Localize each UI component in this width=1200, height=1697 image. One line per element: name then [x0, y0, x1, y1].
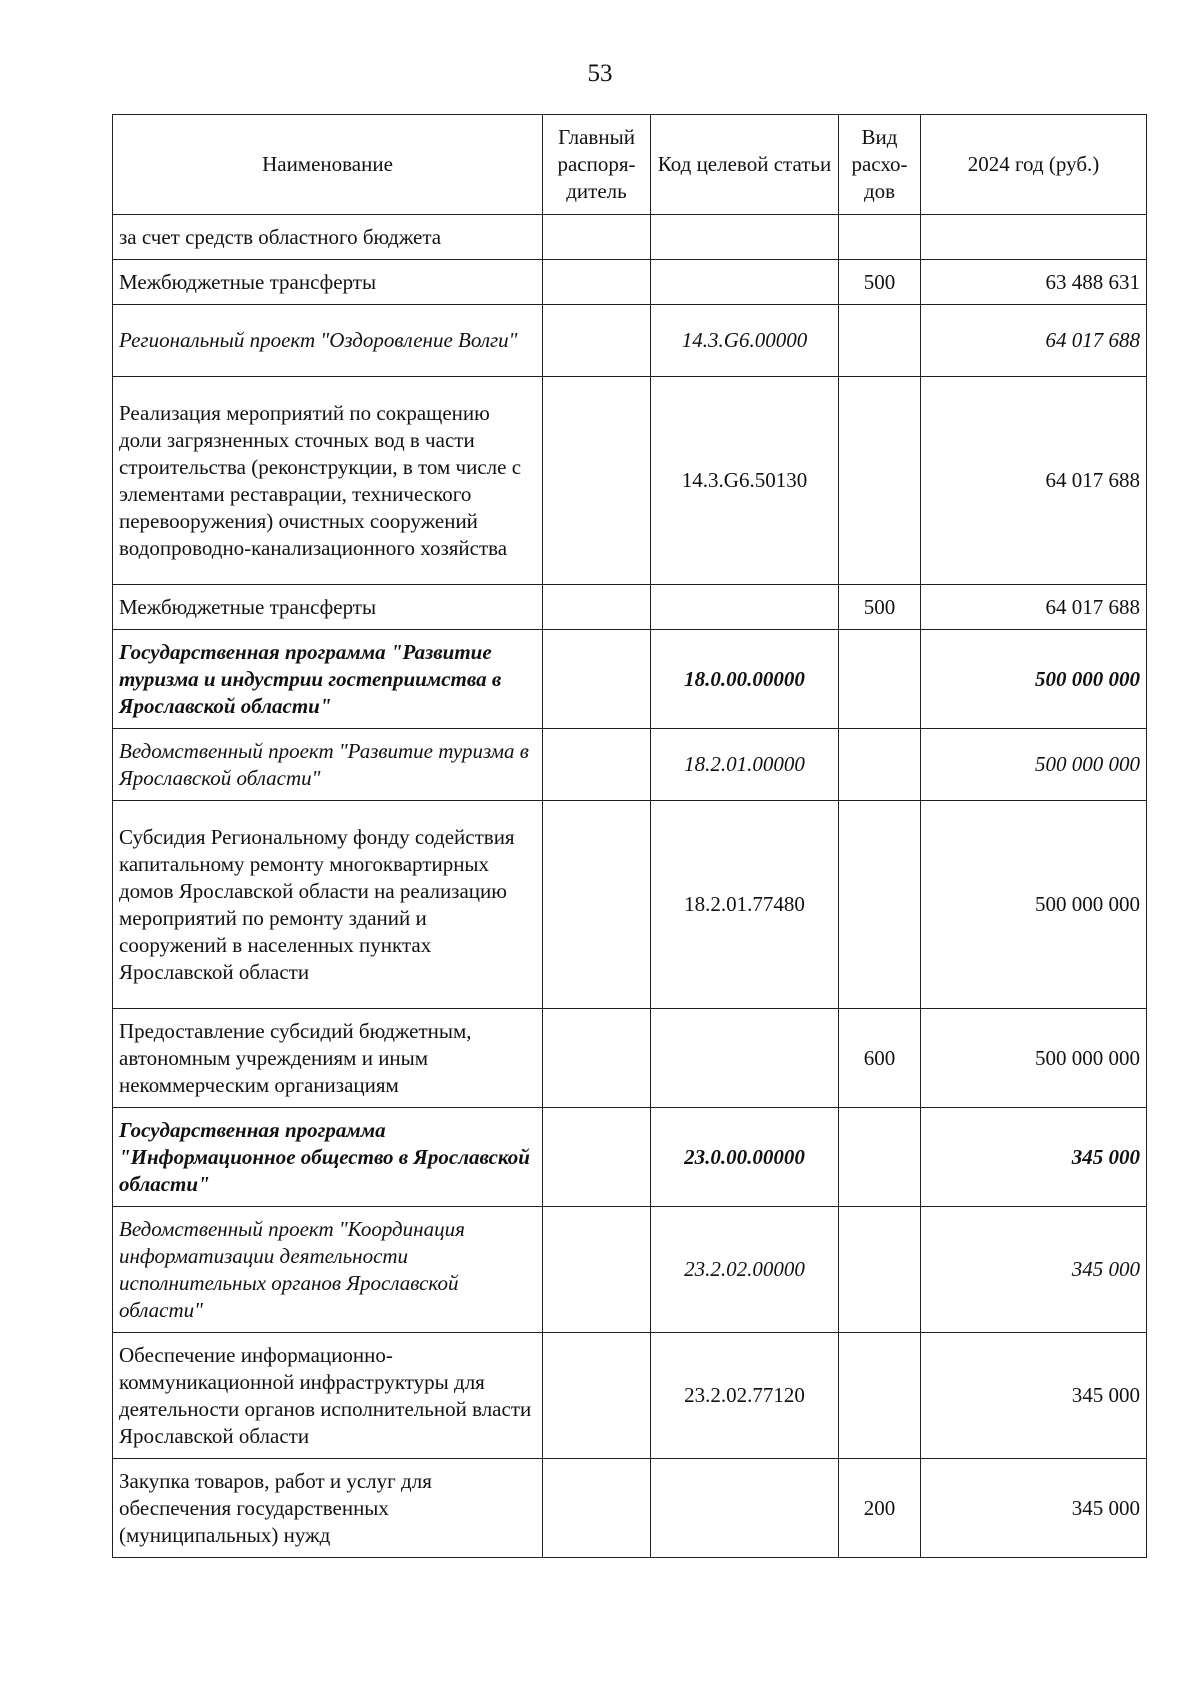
row-amount: 500 000 000	[921, 729, 1147, 801]
row-name: Межбюджетные трансферты	[113, 585, 543, 630]
row-name: Межбюджетные трансферты	[113, 260, 543, 305]
row-name: за счет средств областного бюджета	[113, 215, 543, 260]
row-admin	[543, 305, 651, 377]
table-row	[113, 260, 1147, 305]
table-row	[113, 729, 1147, 801]
row-kind	[839, 1207, 921, 1333]
table-row	[113, 1207, 1147, 1333]
row-kind: 200	[839, 1459, 921, 1558]
row-name: Субсидия Региональному фонду содействия капитальному ремонту многоквартирных домов Ярославской области на реализацию мероприятий по ремонту зданий и сооружений в населенных пунктах Ярославской области	[113, 801, 543, 1009]
row-kind	[839, 305, 921, 377]
row-kind	[839, 1108, 921, 1207]
table-row	[113, 377, 1147, 585]
header-kind: Вид расхо-дов	[839, 115, 921, 215]
row-kind	[839, 801, 921, 1009]
row-code	[651, 215, 839, 260]
row-code	[651, 1009, 839, 1108]
row-code: 18.0.00.00000	[651, 630, 839, 729]
row-admin	[543, 585, 651, 630]
row-code	[651, 585, 839, 630]
row-admin	[543, 260, 651, 305]
budget-table	[112, 114, 1147, 1558]
row-kind	[839, 1333, 921, 1459]
row-kind: 500	[839, 585, 921, 630]
row-amount: 64 017 688	[921, 377, 1147, 585]
row-kind	[839, 729, 921, 801]
row-code: 18.2.01.77480	[651, 801, 839, 1009]
row-amount: 64 017 688	[921, 305, 1147, 377]
table-row	[113, 1459, 1147, 1558]
row-code: 23.2.02.00000	[651, 1207, 839, 1333]
row-amount	[921, 215, 1147, 260]
table-row	[113, 1108, 1147, 1207]
row-admin	[543, 1459, 651, 1558]
row-admin	[543, 1009, 651, 1108]
row-code: 23.0.00.00000	[651, 1108, 839, 1207]
row-name: Региональный проект "Оздоровление Волги"	[113, 305, 543, 377]
row-code: 14.3.G6.00000	[651, 305, 839, 377]
header-amount: 2024 год (руб.)	[921, 115, 1147, 215]
row-admin	[543, 215, 651, 260]
row-admin	[543, 729, 651, 801]
row-kind	[839, 215, 921, 260]
row-admin	[543, 377, 651, 585]
row-name: Ведомственный проект "Координация информатизации деятельности исполнительных органов Ярославской области"	[113, 1207, 543, 1333]
table-row	[113, 1333, 1147, 1459]
header-name: Наименование	[113, 115, 543, 215]
row-name: Ведомственный проект "Развитие туризма в Ярославской области"	[113, 729, 543, 801]
row-name: Государственная программа "Развитие туризма и индустрии гостеприимства в Ярославской области"	[113, 630, 543, 729]
row-amount: 345 000	[921, 1207, 1147, 1333]
row-name: Реализация мероприятий по сокращению доли загрязненных сточных вод в части строительства (реконструкции, в том числе с элементами реставрации, технического перевооружения) очистных сооружений водопроводно-канализационного хозяйства	[113, 377, 543, 585]
table-row	[113, 305, 1147, 377]
row-code: 23.2.02.77120	[651, 1333, 839, 1459]
row-amount: 500 000 000	[921, 1009, 1147, 1108]
table-row	[113, 630, 1147, 729]
row-amount: 64 017 688	[921, 585, 1147, 630]
row-kind: 500	[839, 260, 921, 305]
row-amount: 345 000	[921, 1333, 1147, 1459]
row-admin	[543, 1207, 651, 1333]
row-code	[651, 260, 839, 305]
header-admin: Главный распоря-дитель	[543, 115, 651, 215]
row-code: 18.2.01.00000	[651, 729, 839, 801]
row-admin	[543, 1333, 651, 1459]
table-row	[113, 1009, 1147, 1108]
table-row	[113, 215, 1147, 260]
table-row	[113, 585, 1147, 630]
row-code	[651, 1459, 839, 1558]
row-amount: 63 488 631	[921, 260, 1147, 305]
page-number: 53	[587, 60, 613, 87]
table-row	[113, 801, 1147, 1009]
row-kind: 600	[839, 1009, 921, 1108]
row-name: Государственная программа "Информационное общество в Ярославской области"	[113, 1108, 543, 1207]
row-kind	[839, 630, 921, 729]
row-admin	[543, 801, 651, 1009]
row-amount: 500 000 000	[921, 630, 1147, 729]
row-name: Обеспечение информационно-коммуникационной инфраструктуры для деятельности органов исполнительной власти Ярославской области	[113, 1333, 543, 1459]
row-amount: 345 000	[921, 1459, 1147, 1558]
row-amount: 500 000 000	[921, 801, 1147, 1009]
row-kind	[839, 377, 921, 585]
header-row	[113, 115, 1147, 215]
row-admin	[543, 630, 651, 729]
row-admin	[543, 1108, 651, 1207]
row-name: Предоставление субсидий бюджетным, автономным учреждениям и иным некоммерческим организациям	[113, 1009, 543, 1108]
header-code: Код целевой статьи	[651, 115, 839, 215]
row-code: 14.3.G6.50130	[651, 377, 839, 585]
row-name: Закупка товаров, работ и услуг для обеспечения государственных (муниципальных) нужд	[113, 1459, 543, 1558]
row-amount: 345 000	[921, 1108, 1147, 1207]
